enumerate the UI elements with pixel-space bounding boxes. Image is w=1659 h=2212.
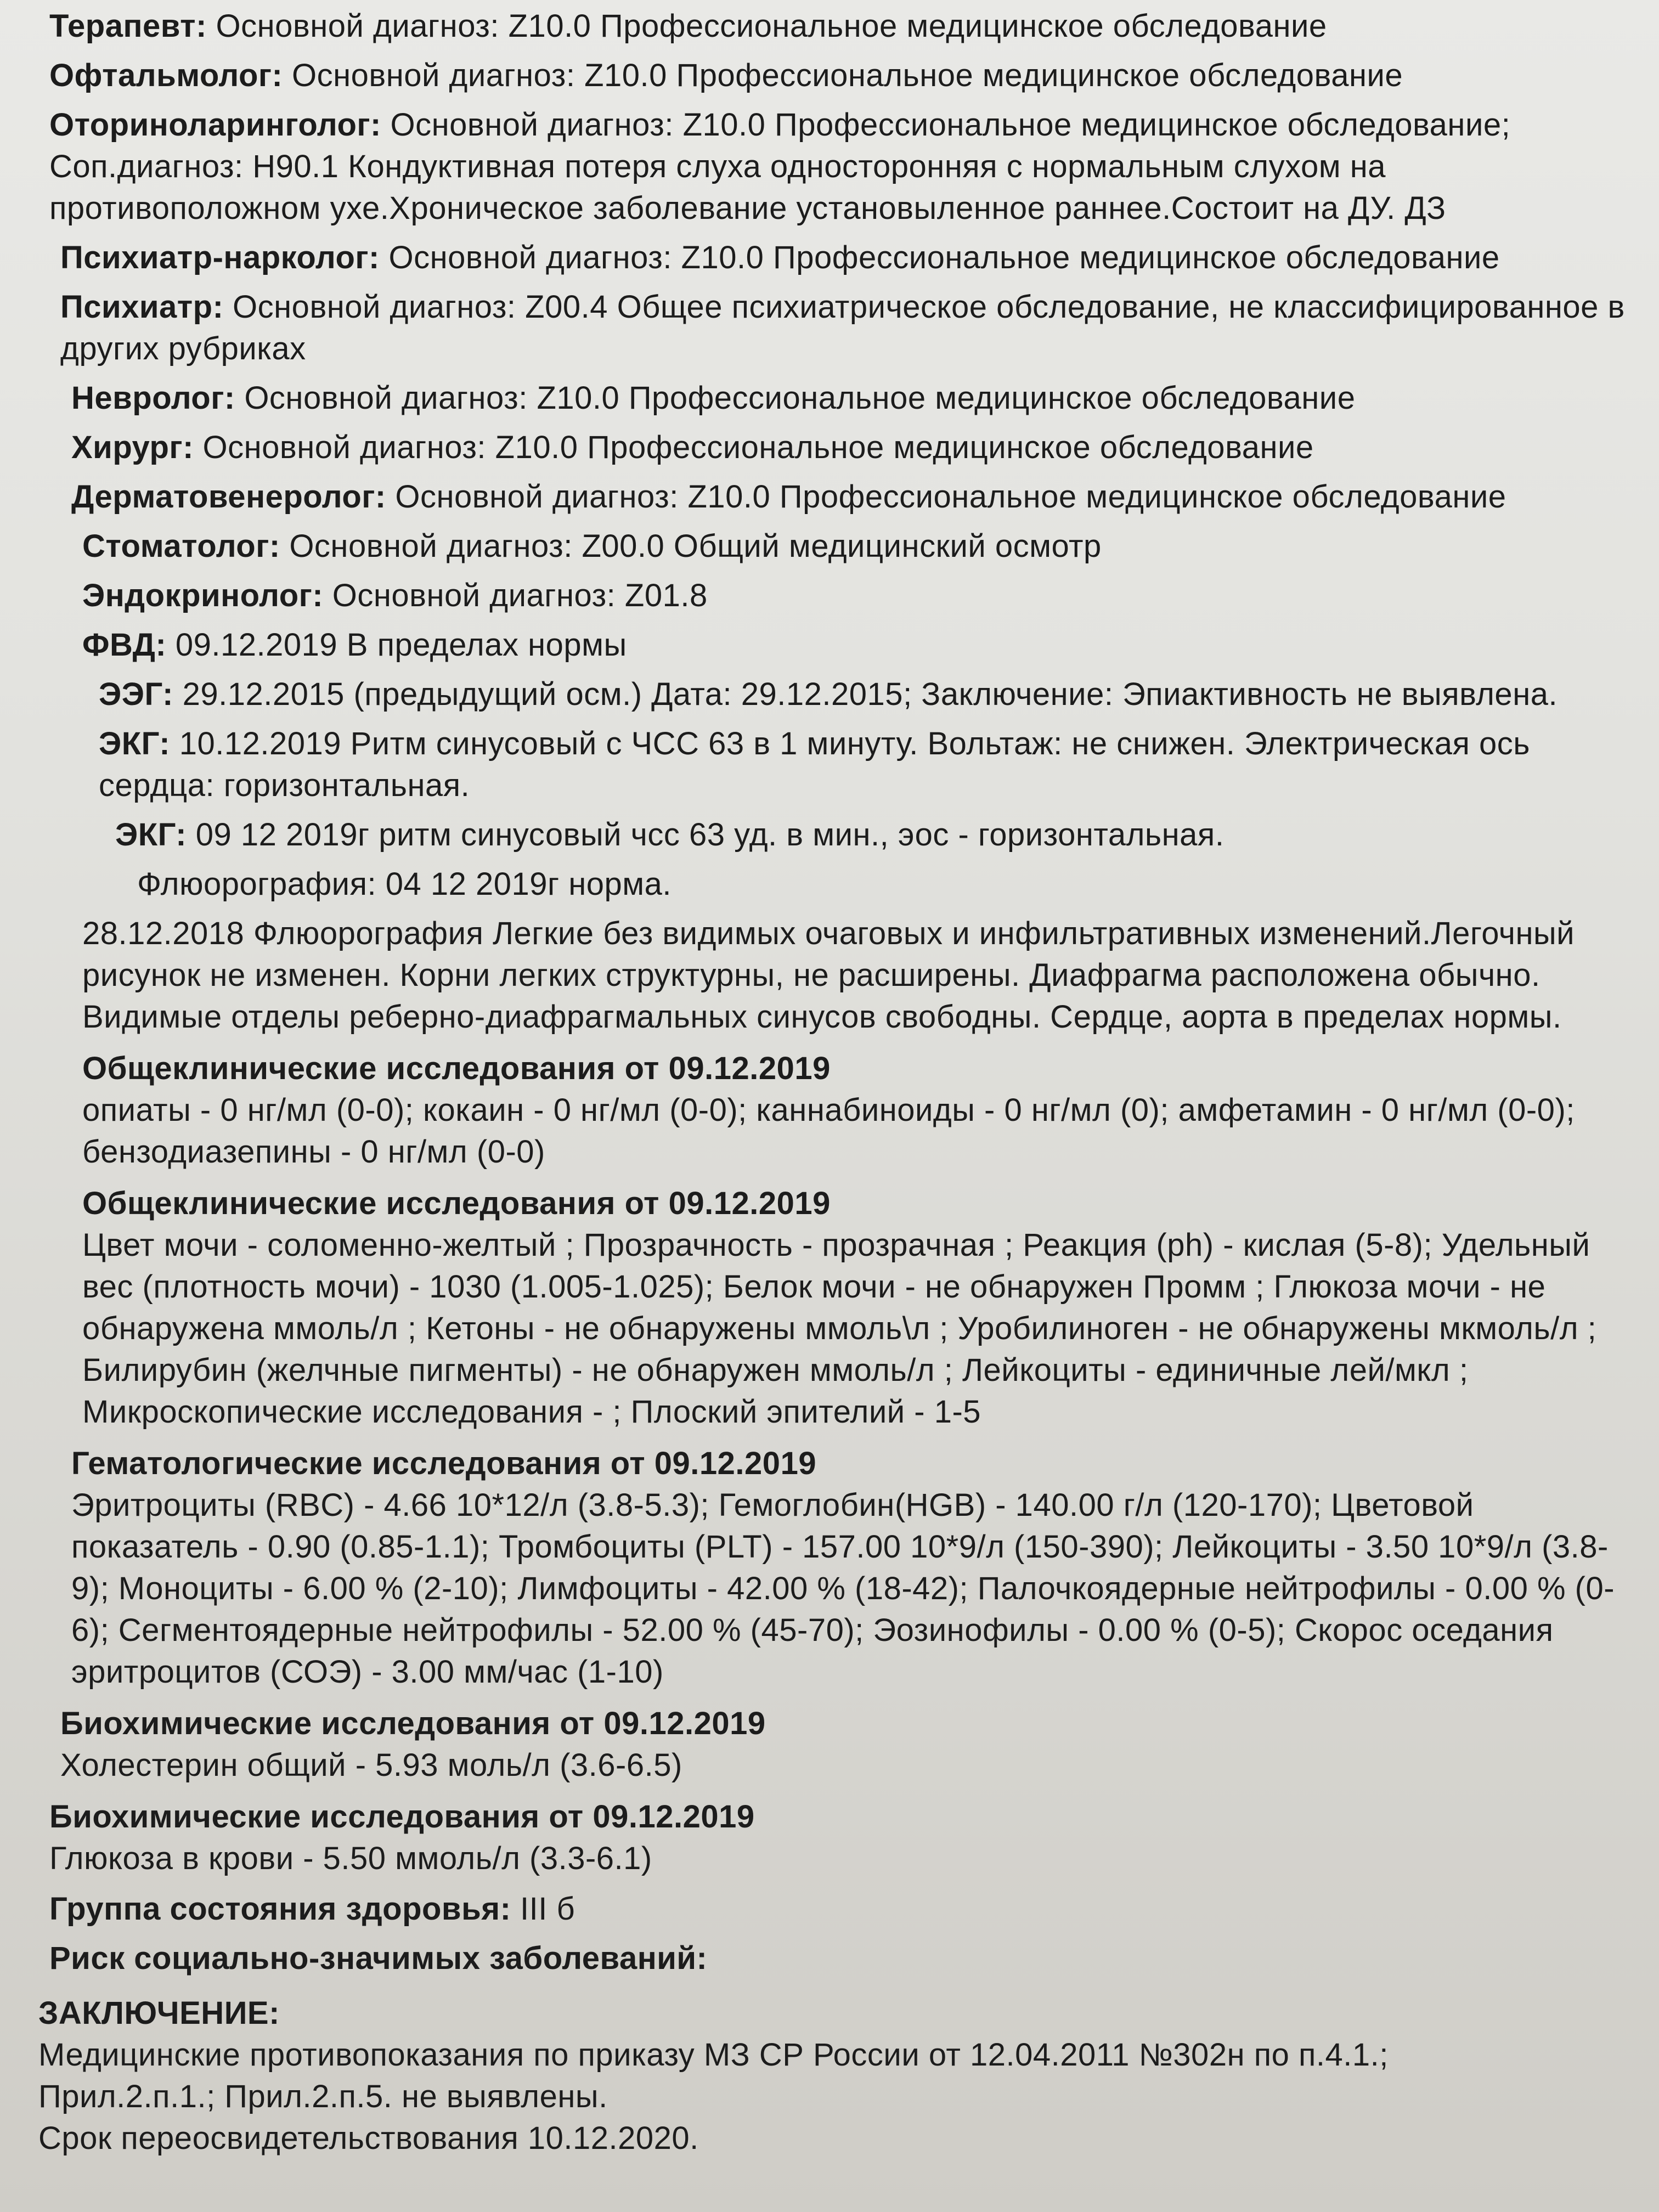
entry-eeg [38, 674, 1629, 715]
section-title: Гематологические исследования от 09.12.2019 [71, 1446, 817, 1481]
entry-label: Стоматолог: [82, 528, 280, 564]
section-body: Эритроциты (RBC) - 4.66 10*12/л (3.8-5.3); Гемоглобин(HGB) - 140.00 г/л (120-170); Цветовой показатель - 0.90 (0.85-1.1); Тромбоциты (PLT) - 157.00 10*9/л (150-390); Лейкоциты - 3.50 10*9/л (3.8-9); Моноциты - 6.00 % (2-10); Лимфоциты - 42.00 % (18-42); Палочкоядерные нейтрофилы - 0.00 % (0-6); Сегментоядерные нейтрофилы - 52.00 % (45-70); Эозинофилы - 0.00 % (0-5); Скорос оседания эритроцитов (СОЭ) - 3.00 мм/час (1-10) [71, 1487, 1615, 1690]
entry-label: Офтальмолог: [49, 58, 283, 93]
entry-label: ФВД: [82, 627, 167, 663]
entry-text: Основной диагноз: Z10.0 Профессиональное медицинское обследование [379, 240, 1500, 275]
section-title: Общеклинические исследования от 09.12.2019 [82, 1186, 831, 1221]
entry-text: 10.12.2019 Ритм синусовый с ЧСС 63 в 1 минуту. Вольтаж: не снижен. Электрическая ось сердца: горизонтальная. [99, 726, 1530, 803]
entry-text: 09 12 2019г ритм синусовый чсс 63 уд. в мин., эос - горизонтальная. [187, 817, 1224, 853]
fluorography-short: Флюорография: 04 12 2019г норма. [137, 866, 672, 902]
entry-psychiatrist [38, 286, 1629, 370]
entry-fvd [38, 624, 1629, 666]
health-group [38, 1888, 1629, 1930]
entry-narcologist [38, 237, 1629, 279]
entry-text: Основной диагноз: Z10.0 Профессиональное медицинское обследование [193, 430, 1314, 465]
health-group-label: Группа состояния здоровья: [49, 1891, 511, 1927]
entry-endocrinologist [38, 575, 1629, 617]
section-body: Глюкоза в крови - 5.50 ммоль/л (3.3-6.1) [49, 1841, 652, 1876]
entry-dentist [38, 526, 1629, 567]
entry-label: Дерматовенеролог: [71, 479, 386, 515]
entry-text: Основной диагноз: Z00.4 Общее психиатрическое обследование, не классифицированное в других рубриках [60, 289, 1625, 366]
section-body: опиаты - 0 нг/мл (0-0); кокаин - 0 нг/мл (0-0); каннабиноиды - 0 нг/мл (0); амфетамин - 0 нг/мл (0-0); бензодиазепины - 0 нг/мл (0-0) [82, 1092, 1575, 1170]
entry-ophthalmologist [38, 55, 1629, 97]
entry-dermatologist [38, 476, 1629, 518]
entry-label: Психиатр: [60, 289, 224, 325]
entry-otolaryngologist [38, 104, 1629, 229]
top-fragment [38, 0, 1629, 5]
conclusion-line: Срок переосвидетельствования 10.12.2020. [38, 2120, 699, 2156]
conclusion-title: ЗАКЛЮЧЕНИЕ: [38, 1995, 280, 2031]
risk-label: Риск социально-значимых заболеваний: [49, 1940, 708, 1976]
entry-therapist [38, 5, 1629, 47]
entry-label: ЭКГ: [99, 726, 171, 761]
edge-print-mark [1639, 384, 1654, 614]
entry-label: Терапевт: [49, 8, 207, 44]
section-body: Цвет мочи - соломенно-желтый ; Прозрачность - прозрачная ; Реакция (ph) - кислая (5-8); Удельный вес (плотность мочи) - 1030 (1.005-1.025); Белок мочи - не обнаружен Промм ; Глюкоза мочи - не обнаружена ммоль/л ; Кетоны - не обнаружены ммоль\л ; Уробилиноген - не обнаружены мкмоль/л ; Билирубин (желчные пигменты) - не обнаружен ммоль/л ; Лейкоциты - единичные лей/мкл ; Микроскопические исследования - ; Плоский эпителий - 1-5 [82, 1227, 1597, 1430]
entry-surgeon [38, 427, 1629, 469]
section-body: Холестерин общий - 5.93 моль/л (3.6-6.5) [60, 1747, 682, 1783]
entry-neurologist [38, 377, 1629, 419]
entry-label: ЭЭГ: [99, 676, 173, 712]
entry-label: Психиатр-нарколог: [60, 240, 380, 275]
entry-text: Основной диагноз: Z10.0 Профессиональное медицинское обследование [386, 479, 1506, 515]
entry-text: Основной диагноз: Z10.0 Профессиональное медицинское обследование [283, 58, 1403, 93]
entry-ecg-2 [38, 814, 1629, 856]
entry-text: Основной диагноз: Z00.0 Общий медицинский осмотр [280, 528, 1102, 564]
entry-text: 29.12.2015 (предыдущий осм.) Дата: 29.12.2015; Заключение: Эпиактивность не выявлена. [173, 676, 1558, 712]
section-title: Биохимические исследования от 09.12.2019 [49, 1799, 755, 1835]
entry-text: 09.12.2019 В пределах нормы [166, 627, 627, 663]
entry-text: Основной диагноз: Z01.8 [323, 578, 708, 613]
entry-text: Основной диагноз: Z10.0 Профессиональное медицинское обследование [235, 380, 1356, 416]
entry-label: Эндокринолог: [82, 578, 324, 613]
entry-label: Невролог: [71, 380, 235, 416]
section-title: Общеклинические исследования от 09.12.2019 [82, 1051, 831, 1086]
fluorography-long: 28.12.2018 Флюорография Легкие без видимых очаговых и инфильтративных изменений.Легочный рисунок не изменен. Корни легких структурны, не расширены. Диафрагма расположена обычно. Видимые отделы реберно-диафрагмальных синусов свободны. Сердце, аорта в пределах нормы. [82, 916, 1575, 1035]
health-group-value: III б [511, 1891, 575, 1927]
entry-text: Основной диагноз: Z10.0 Профессиональное медицинское обследование [206, 8, 1327, 44]
medical-report [38, 0, 1629, 2159]
entry-ecg [38, 723, 1629, 806]
entry-label: Оториноларинголог: [49, 107, 381, 143]
conclusion-line: Медицинские противопоказания по приказу МЗ СР России от 12.04.2011 №302н по п.4.1.; [38, 2037, 1389, 2073]
entry-label: Хирург: [71, 430, 194, 465]
entry-text: Основной диагноз: Z10.0 Профессиональное медицинское обследование; Соп.диагноз: H90.1 Кондуктивная потеря слуха односторонняя с нормальным слухом на противоположном ухе.Хроническое заболевание установыленное раннее.Состоит на ДУ. ДЗ [49, 107, 1511, 226]
section-title: Биохимические исследования от 09.12.2019 [60, 1706, 766, 1741]
conclusion-line: Прил.2.п.1.; Прил.2.п.5. не выявлены. [38, 2079, 608, 2114]
entry-label: ЭКГ: [115, 817, 187, 853]
